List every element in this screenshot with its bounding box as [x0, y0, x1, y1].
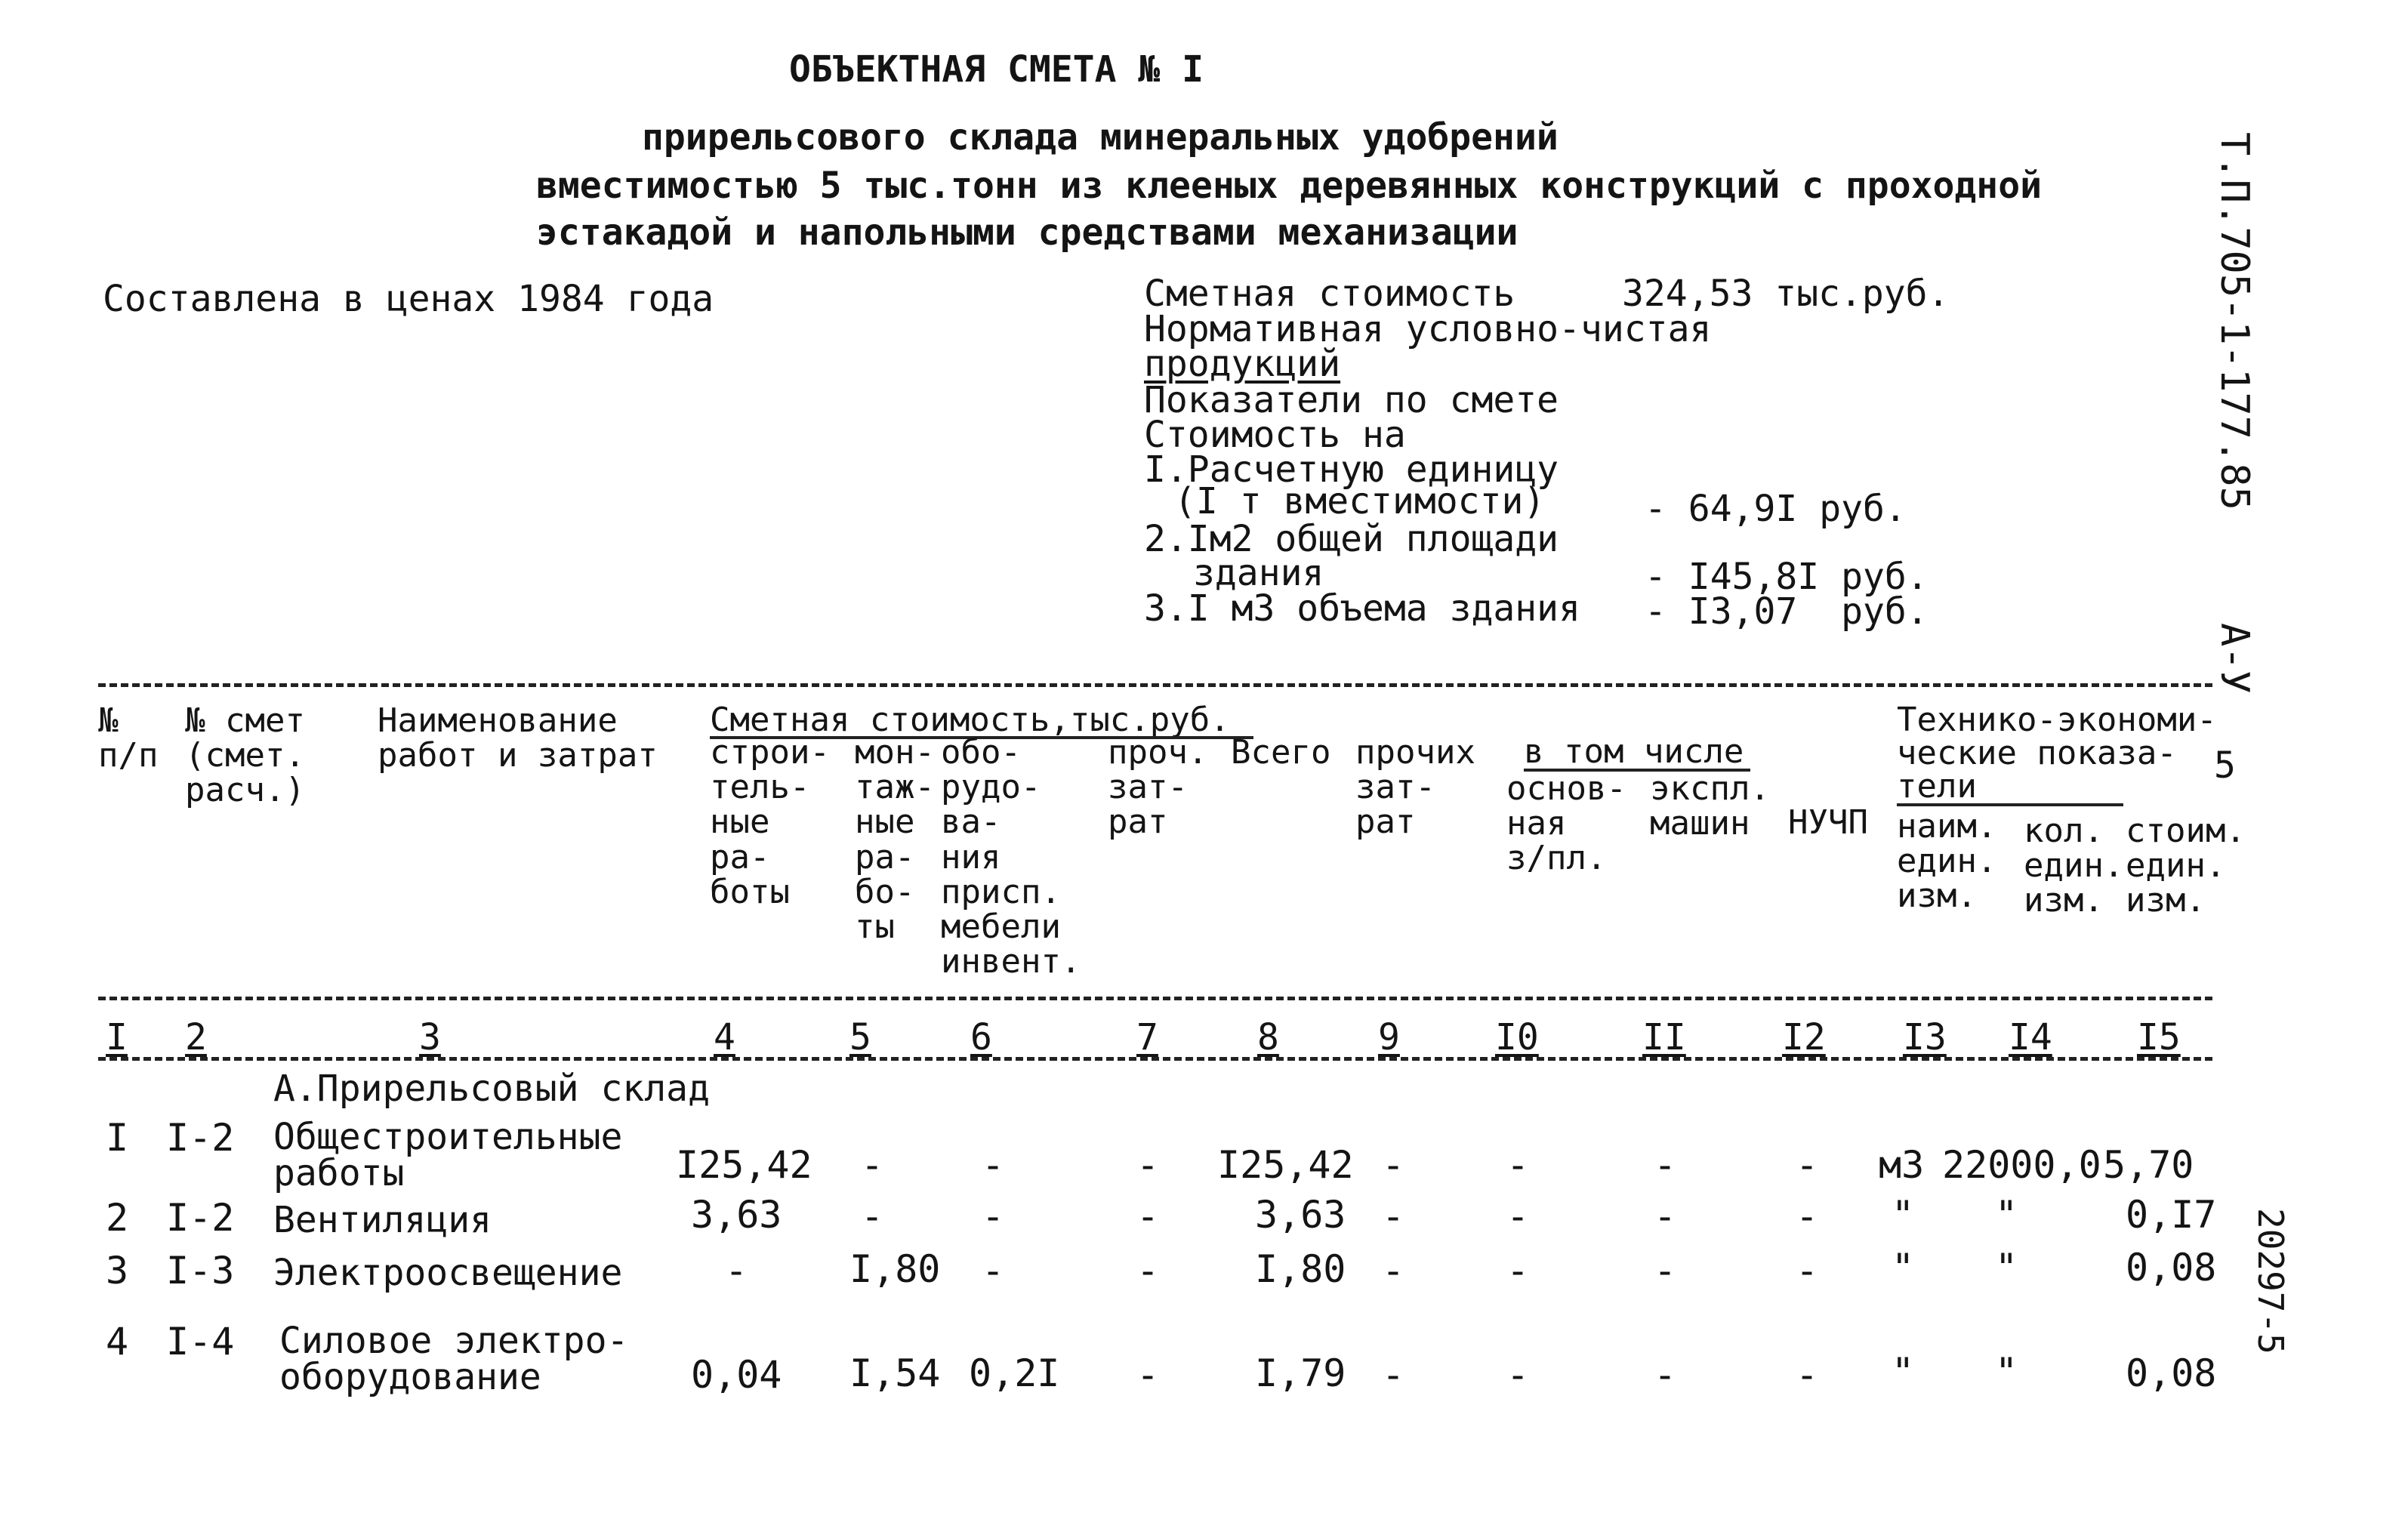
item3-value: - I3,07 руб.	[1645, 590, 1929, 633]
row2-c10: -	[1506, 1194, 1530, 1238]
subtitle-line-2: вместимостью 5 тыс.тонн из клееных деревянных конструкций с проходной	[536, 165, 2042, 207]
col-header-13: наим. един. изм.	[1897, 807, 1997, 916]
row2-c9: -	[1382, 1194, 1405, 1238]
row2-c12: -	[1796, 1194, 1819, 1238]
col-group-tech: Технико-экономи- ческие показа- тели	[1897, 701, 2217, 806]
header-bottom-rule	[98, 997, 2212, 1000]
item1-value: - 64,9I руб.	[1645, 488, 1907, 530]
row4-c15: 0,08	[2126, 1351, 2217, 1395]
row4-c7: -	[1136, 1353, 1160, 1397]
col-header-8: Всего	[1231, 733, 1331, 772]
col-group-incl: в том числе	[1524, 732, 1744, 771]
col-header-5: мон- таж- ные ра- бо- ты	[855, 733, 935, 946]
col-number-14: I4	[2009, 1016, 2052, 1058]
row4-c11: -	[1654, 1353, 1677, 1397]
row2-c4: 3,63	[691, 1193, 782, 1237]
estimated-cost-value: 324,53 тыс.руб.	[1622, 273, 1950, 315]
row3-ref: I-3	[166, 1249, 235, 1293]
norm-line-1: Нормативная условно-чистая	[1144, 308, 1712, 350]
col-header-2: № смет (смет. расч.)	[185, 701, 305, 810]
page-title: ОБЪЕКТНАЯ СМЕТА № I	[789, 48, 1204, 91]
row2-c5: -	[861, 1194, 884, 1238]
col-header-11: экспл. машин	[1650, 769, 1770, 843]
row1-c13: м3	[1879, 1143, 1925, 1187]
row2-c15: 0,I7	[2126, 1193, 2217, 1237]
row4-c4: 0,04	[691, 1353, 782, 1397]
inventory-stamp: 20297-5	[2250, 1208, 2291, 1354]
row4-c10: -	[1506, 1353, 1530, 1397]
row1-c15: 5,70	[2103, 1143, 2194, 1187]
row2-number: 2	[106, 1196, 129, 1240]
col-number-12: I2	[1782, 1016, 1826, 1058]
col-header-14: кол. един. изм.	[2024, 812, 2124, 920]
col-header-12: НУЧП	[1788, 803, 1868, 842]
col-header-4: строи- тель- ные ра- боты	[710, 733, 830, 911]
row3-c6: -	[982, 1249, 1005, 1293]
row4-c14: "	[1995, 1350, 2018, 1394]
item2-line-1: 2.Iм2 общей площади	[1144, 518, 1559, 560]
row2-c8: 3,63	[1255, 1193, 1346, 1237]
drawing-code: Т.П.705-1-177.85	[2212, 132, 2257, 510]
item1-line-1: I.Расчетную единицу	[1144, 448, 1559, 491]
col-number-11: II	[1642, 1016, 1686, 1058]
row2-c13: "	[1892, 1193, 1915, 1237]
row3-name: Электроосвещение	[273, 1252, 623, 1294]
row1-c7: -	[1136, 1143, 1160, 1187]
col-header-6: обо- рудо- ва- ния присп. мебели инвент.	[941, 733, 1081, 981]
row3-c8: I,80	[1255, 1247, 1346, 1291]
album-code: А-У	[2212, 623, 2257, 694]
col-number-4: 4	[714, 1016, 735, 1058]
row2-name: Вентиляция	[273, 1199, 492, 1241]
col-number-13: I3	[1903, 1016, 1947, 1058]
sheet-number: 5	[2214, 744, 2236, 787]
row4-c6: 0,2I	[969, 1351, 1060, 1395]
col-number-6: 6	[970, 1016, 992, 1058]
subtitle-line-1: прирельсового склада минеральных удобрений	[642, 116, 1559, 159]
cost-on-label: Стоимость на	[1144, 414, 1406, 456]
col-number-2: 2	[185, 1016, 207, 1058]
row4-number: 4	[106, 1320, 129, 1363]
row1-c6: -	[982, 1143, 1005, 1187]
col-number-15: I5	[2137, 1016, 2181, 1058]
row4-ref: I-4	[166, 1320, 235, 1363]
row1-c10: -	[1506, 1143, 1530, 1187]
item3-line: 3.I м3 объема здания	[1144, 587, 1580, 630]
row3-c4: -	[725, 1249, 748, 1293]
col-number-7: 7	[1136, 1016, 1158, 1058]
row1-number: I	[106, 1116, 129, 1160]
subtitle-line-3: эстакадой и напольными средствами механизации	[536, 211, 1518, 254]
col-header-9: прочих зат- рат	[1355, 733, 1475, 842]
row1-c9: -	[1382, 1143, 1405, 1187]
row1-c8: I25,42	[1217, 1143, 1354, 1187]
col-header-7: проч. зат- рат	[1108, 733, 1208, 842]
row4-c5: I,54	[849, 1351, 941, 1395]
indicators-label: Показатели по смете	[1144, 379, 1559, 421]
item1-line-2: (I т вместимости)	[1174, 480, 1546, 522]
row3-c10: -	[1506, 1249, 1530, 1293]
row4-name: Силовое электро- оборудование	[279, 1320, 629, 1398]
row1-name: Общестроительные работы	[273, 1116, 623, 1194]
row4-c13: "	[1892, 1350, 1915, 1394]
row2-c6: -	[982, 1194, 1005, 1238]
row4-c12: -	[1796, 1353, 1819, 1397]
row1-ref: I-2	[166, 1116, 235, 1160]
col-header-3: Наименование работ и затрат	[378, 701, 658, 775]
row3-c7: -	[1136, 1249, 1160, 1293]
section-title: А.Прирельсовый склад	[273, 1068, 710, 1110]
row2-c7: -	[1136, 1194, 1160, 1238]
col-number-10: I0	[1495, 1016, 1539, 1058]
row2-c14: "	[1995, 1193, 2018, 1237]
row3-c11: -	[1654, 1249, 1677, 1293]
row1-c12: -	[1796, 1143, 1819, 1187]
compiled-prices: Составлена в ценах 1984 года	[103, 278, 714, 320]
row1-c5: -	[861, 1143, 884, 1187]
col-header-1: № п/п	[98, 701, 159, 775]
row1-c11: -	[1654, 1143, 1677, 1187]
group-tech-underline	[1897, 803, 2123, 806]
norm-line-2: продукций	[1144, 343, 1341, 385]
col-number-1: I	[106, 1016, 128, 1058]
col-number-9: 9	[1378, 1016, 1400, 1058]
row1-c14: 22000,0	[1942, 1143, 2101, 1187]
col-number-8: 8	[1257, 1016, 1279, 1058]
row3-c15: 0,08	[2126, 1246, 2217, 1290]
row3-c9: -	[1382, 1249, 1405, 1293]
row2-ref: I-2	[166, 1196, 235, 1240]
header-top-rule	[98, 683, 2212, 687]
col-header-15: стоим. един. изм.	[2126, 812, 2246, 920]
row4-c9: -	[1382, 1353, 1405, 1397]
row2-c11: -	[1654, 1194, 1677, 1238]
col-group-cost: Сметная стоимость,тыс.руб.	[710, 701, 1230, 739]
col-header-10: основ- ная з/пл.	[1506, 769, 1626, 878]
row3-number: 3	[106, 1249, 129, 1293]
row3-c14: "	[1995, 1246, 2018, 1290]
row4-c8: I,79	[1255, 1351, 1346, 1395]
row1-c4: I25,42	[676, 1143, 812, 1187]
row3-c5: I,80	[849, 1247, 941, 1291]
item2-value: - I45,8I руб.	[1645, 556, 1929, 598]
col-number-3: 3	[419, 1016, 441, 1058]
row3-c12: -	[1796, 1249, 1819, 1293]
estimated-cost-label: Сметная стоимость	[1144, 273, 1515, 315]
row3-c13: "	[1892, 1246, 1915, 1290]
col-number-5: 5	[849, 1016, 871, 1058]
item2-line-2: здания	[1193, 552, 1324, 594]
